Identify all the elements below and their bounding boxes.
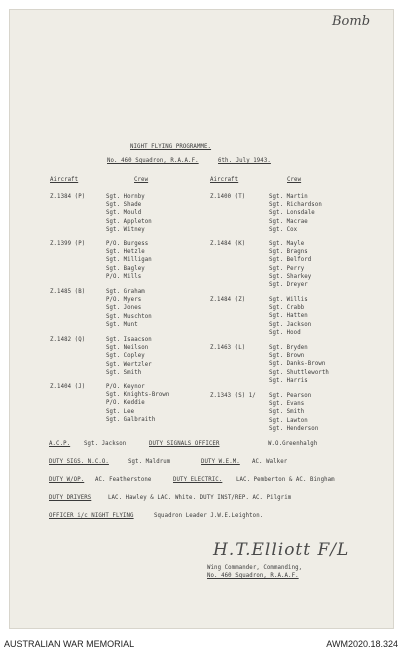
electric-value: LAC. Pemberton & AC. Bingham xyxy=(236,477,335,483)
crew-member: Sgt. Cox xyxy=(269,226,298,233)
crew-member: Sgt. Henderson xyxy=(269,425,319,432)
aircraft-id: Z.1463 (L) xyxy=(210,345,246,351)
crew-member: Sgt. Bryden xyxy=(269,345,308,351)
crew-member: Sgt. Copley xyxy=(106,353,145,360)
date-line: 6th. July 1943. xyxy=(218,158,271,164)
crew-member: Sgt. Sharkey xyxy=(269,273,312,280)
electric-label: DUTY ELECTRIC. xyxy=(173,477,223,483)
officer-night-flying-value: Squadron Leader J.W.E.Leighton. xyxy=(154,513,264,519)
wop-value: AC. Featherstone xyxy=(95,477,152,483)
crew-member: Sgt. Shuttleworth xyxy=(269,369,329,376)
crew-member: P/O. Mills xyxy=(106,273,142,280)
aircraft-id: Z.1343 (S) 1/ xyxy=(210,393,256,399)
header-crew-left: Crew xyxy=(134,177,149,183)
crew-member: Sgt. Danks-Brown xyxy=(269,361,326,368)
wop-label: DUTY W/OP. xyxy=(49,477,85,483)
crew-member: Sgt. Mayle xyxy=(269,241,305,247)
page-title: NIGHT FLYING PROGRAMME. xyxy=(130,144,212,150)
aircraft-id: Z.1485 (B) xyxy=(50,289,86,295)
crew-member: Sgt. Richardson xyxy=(269,202,322,209)
aircraft-id: Z.1400 (T) xyxy=(210,194,246,200)
crew-member: Sgt. Graham xyxy=(106,289,145,295)
drivers-label: DUTY DRIVERS xyxy=(49,495,92,501)
crew-member: Sgt. Evans xyxy=(269,401,305,408)
crew-member: Sgt. Smith xyxy=(106,369,142,376)
crew-member: Sgt. Lawton xyxy=(269,417,308,424)
acp-label: A.C.P. xyxy=(49,441,71,447)
sigs-nco-value: Sgt. Maldrum xyxy=(128,459,171,465)
officer-night-flying-label: OFFICER i/c NIGHT FLYING xyxy=(49,513,134,519)
signals-officer-value: W.O.Greenhalgh xyxy=(268,441,318,447)
crew-member: Sgt. Hood xyxy=(269,329,301,336)
crew-member: Sgt. Jackson xyxy=(269,321,312,328)
squadron-line: No. 460 Squadron, R.A.A.F. xyxy=(107,158,199,164)
crew-member: Sgt. Mould xyxy=(106,210,142,217)
crew-member: Sgt. Witney xyxy=(106,226,145,233)
aircraft-id: Z.1384 (P) xyxy=(50,194,86,200)
crew-member: Sgt. Knights-Brown xyxy=(106,392,170,399)
crew-member: Sgt. Brown xyxy=(269,353,305,360)
crew-list xyxy=(106,338,152,379)
crew-member: P/O. Keynor xyxy=(106,384,145,390)
crew-list xyxy=(269,298,311,339)
signature-line-2: No. 460 Squadron, R.A.A.F. xyxy=(207,573,299,579)
crew-member: Sgt. Harris xyxy=(269,377,308,384)
crew-member: Sgt. Appleton xyxy=(106,218,152,225)
crew-member: Sgt. Galbraith xyxy=(106,416,156,423)
crew-member: Sgt. Dreyer xyxy=(269,281,308,288)
crew-member: Sgt. Belford xyxy=(269,257,312,264)
sigs-nco-label: DUTY SIGS. N.C.O. xyxy=(49,459,109,465)
crew-member: Sgt. Lee xyxy=(106,408,135,415)
crew-member: Sgt. Neilson xyxy=(106,345,149,352)
crew-member: Sgt. Hetzle xyxy=(106,249,145,256)
crew-list xyxy=(106,242,152,283)
aircraft-id: Z.1399 (P) xyxy=(50,241,86,247)
crew-member: Sgt. Shade xyxy=(106,202,142,209)
aircraft-id: Z.1484 (K) xyxy=(210,241,246,247)
crew-member: Sgt. Lonsdale xyxy=(269,210,315,217)
header-aircraft-left: Aircraft xyxy=(50,177,79,183)
crew-member: Sgt. Crabb xyxy=(269,305,305,312)
crew-member: Sgt. Smith xyxy=(269,409,305,416)
crew-list xyxy=(106,195,152,236)
crew-member: Sgt. Munt xyxy=(106,321,138,328)
crew-member: Sgt. Bagley xyxy=(106,265,145,272)
crew-list xyxy=(106,290,152,331)
crew-list xyxy=(269,394,318,435)
aircraft-id: Z.1482 (Q) xyxy=(50,337,86,343)
crew-member: Sgt. Willis xyxy=(269,297,308,303)
crew-list xyxy=(269,242,311,291)
crew-member: Sgt. Perry xyxy=(269,265,305,272)
document-page xyxy=(9,9,394,629)
aircraft-id: Z.1484 (Z) xyxy=(210,297,246,303)
signature-line-1: Wing Commander, Commanding, xyxy=(207,565,303,571)
crew-member: Sgt. Jones xyxy=(106,305,142,312)
signals-officer-label: DUTY SIGNALS OFFICER xyxy=(149,441,220,447)
handwritten-annotation: Bomb xyxy=(332,14,371,29)
drivers-value: LAC. Hawley & LAC. White. DUTY INST/REP. AC. Pilgrim xyxy=(108,495,292,501)
header-crew-right: Crew xyxy=(287,177,302,183)
signature: H.T.Elliott F/L xyxy=(213,540,350,560)
crew-member: Sgt. Muschton xyxy=(106,313,152,320)
crew-member: Sgt. Isaacson xyxy=(106,337,152,343)
crew-member: P/O. Keddie xyxy=(106,400,145,407)
crew-member: Sgt. Bragns xyxy=(269,249,308,256)
footer-accession-number: AWM2020.18.324 xyxy=(326,639,398,649)
crew-list xyxy=(269,195,322,236)
wem-value: AC. Walker xyxy=(252,459,288,465)
aircraft-id: Z.1404 (J) xyxy=(50,384,86,390)
crew-member: Sgt. Hornby xyxy=(106,194,145,200)
crew-list xyxy=(269,346,329,387)
acp-value: Sgt. Jackson xyxy=(84,441,127,447)
crew-member: Sgt. Martin xyxy=(269,194,308,200)
crew-member: P/O. Burgess xyxy=(106,241,149,247)
crew-member: Sgt. Pearson xyxy=(269,393,312,399)
footer-institution: AUSTRALIAN WAR MEMORIAL xyxy=(4,639,135,649)
crew-member: Sgt. Wertzler xyxy=(106,361,152,368)
crew-member: Sgt. Hatten xyxy=(269,313,308,320)
crew-member: Sgt. Milligan xyxy=(106,257,152,264)
crew-list xyxy=(106,385,169,426)
archive-footer xyxy=(0,635,404,653)
crew-member: P/O. Myers xyxy=(106,297,142,304)
crew-member: Sgt. Macrae xyxy=(269,218,308,225)
header-aircraft-right: Aircraft xyxy=(210,177,239,183)
wem-label: DUTY W.E.M. xyxy=(201,459,240,465)
